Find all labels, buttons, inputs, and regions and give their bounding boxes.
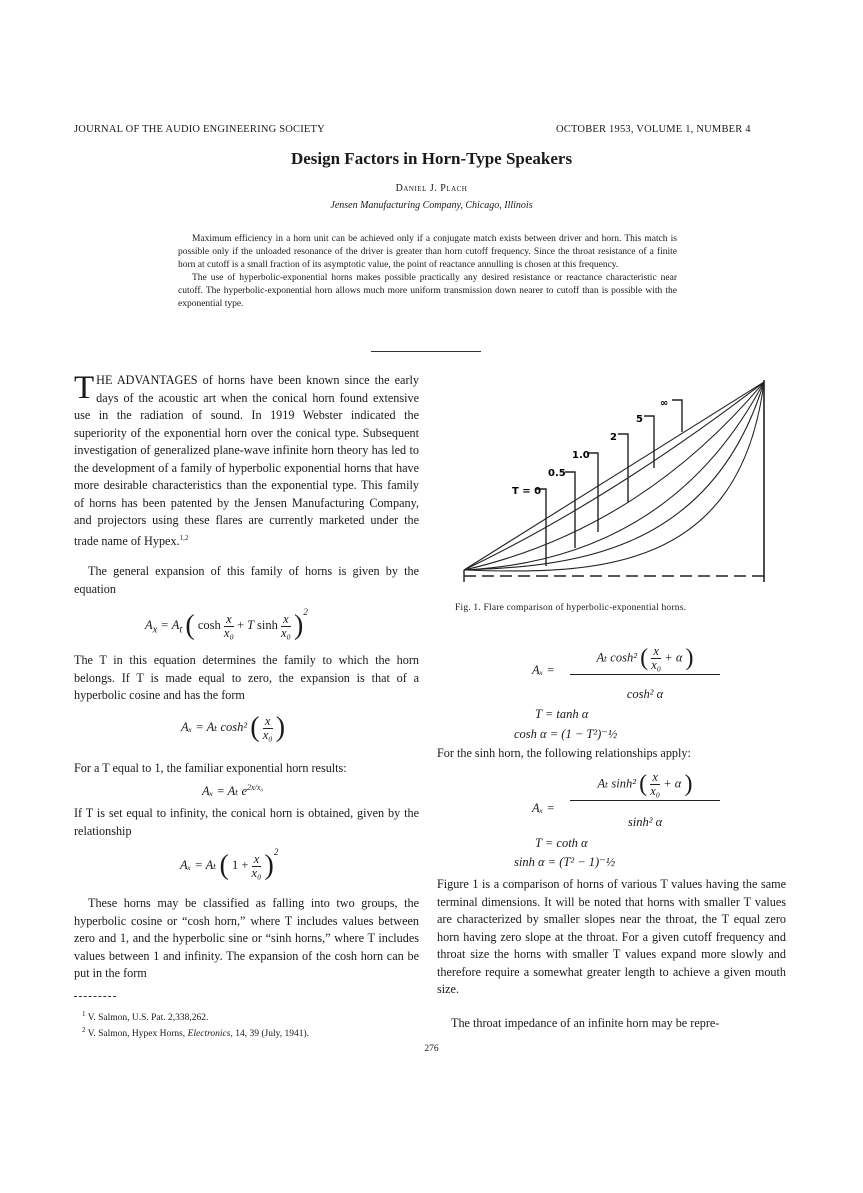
drop-cap: T [74, 370, 95, 406]
curve-inf [464, 382, 764, 570]
label-inf: ∞ [660, 398, 669, 409]
equation-exponential: Aₓ = Aₜ $e^{2x/x_0}$ [202, 783, 264, 799]
page-number: 276 [424, 1044, 439, 1054]
paragraph-classification: These horns may be classified as falling into two groups, the hyperbolic cosine or “cosh horn,” where T includes values between zero and 1, and the hyperbolic sine or “sinh horns,” where T includes values between 1 and infinity. The expansion of the cosh horn can be put in the form [74, 896, 419, 980]
equation-sinh-alpha: sinh α = (T² − 1)⁻½ [514, 855, 616, 869]
label-10: 1.0 [572, 450, 590, 461]
equation-cosh-alpha: cosh α = (1 − T²)⁻½ [514, 727, 618, 741]
label-T0: T = 0 [512, 486, 542, 497]
paragraph-exponential: For a T equal to 1, the familiar exponential horn results: [74, 761, 347, 775]
paragraph-figure-discussion: Figure 1 is a comparison of horns of various T values having the same terminal dimensions. It will be noted that horns with smaller T values are characterized by smaller slopes near the throat, the T equal zero horn having zero slope at the throat. For a given cutoff frequency and throat size the horns with smaller T values expand more slowly and therefore require a somewhat greater length to achieve a given mouth size. [437, 877, 786, 996]
label-05: 0.5 [548, 468, 566, 479]
paragraph-T-family: The T in this equation determines the family to which the horn belongs. If T is made equal to zero, the expansion is that of a hyperbolic cosine and has the form [74, 653, 419, 702]
footnote-1: $^1$ V. Salmon, U.S. Pat. 2,338,262. [82, 1010, 209, 1024]
abstract-paragraph-1: Maximum efficiency in a horn unit can be achieved only if a conjugate match exists between driver and horn. This match is possible only if the unloaded resonance of the driver is greater than horn cutoff frequency. Since the throat resistance of a finite horn at cutoff is a small fraction of its asymptotic value, the point of reactance annulling is chosen at this frequency. [178, 234, 677, 270]
footnote-2: $^2$ V. Salmon, Hypex Horns, Electronics, 14, 39 (July, 1941). [82, 1026, 310, 1040]
author-name: Daniel J. Plach [395, 183, 468, 194]
running-header-journal: JOURNAL OF THE AUDIO ENGINEERING SOCIETY [74, 124, 325, 135]
equation-sinh-T: T = coth α [535, 836, 588, 850]
paragraph-general-expansion: The general expansion of this family of horns is given by the equation [74, 564, 419, 596]
abstract-paragraph-2: The use of hyperbolic-exponential horns makes possible practically any desired resistance or reactance characteristic near cutoff. The hyperbolic-exponential horn allows much more uniform transmission down nearer to cutoff than is possible with the exponential type. [178, 273, 677, 309]
equation-conical: Aₓ = Aₜ ( 1 + $\frac{x}{\text{x₀}}$ )$^2$ [180, 847, 279, 882]
paragraph-sinh-intro: For the sinh horn, the following relationships apply: [437, 746, 691, 760]
author-affiliation: Jensen Manufacturing Company, Chicago, Illinois [330, 200, 533, 211]
footnote-rule [74, 996, 116, 997]
paragraph-throat-impedance: The throat impedance of an infinite horn may be repre- [451, 1016, 720, 1030]
footnote-ref: 1,2 [179, 533, 189, 542]
paper-title: Design Factors in Horn-Type Speakers [290, 149, 573, 168]
intro-paragraph [74, 372, 419, 550]
paragraph-conical: If T is set equal to infinity, the conical horn is obtained, given by the relationship [74, 806, 419, 838]
figure-caption: Fig. 1. Flare comparison of hyperbolic-exponential horns. [455, 603, 687, 613]
section-divider [371, 351, 481, 352]
equation-cosh-form: Aₓ = Aₜ cosh² ( $\frac{x}{\text{x₀}}$ ) [181, 712, 286, 743]
equation-cosh-T: T = tanh α [535, 707, 589, 721]
footnotes [82, 1008, 412, 1040]
label-2: 2 [610, 432, 617, 443]
equation-general: $A_x = A_t$ ( cosh $\frac{x}{\text{x₀}}$ + T sinh $\frac{x}{\text{x₀}}$ )$^2$ [145, 607, 308, 642]
label-5: 5 [636, 414, 643, 425]
running-header-issue: OCTOBER 1953, VOLUME 1, NUMBER 4 [556, 124, 751, 135]
intro-text: HE ADVANTAGES of horns have been known since the early days of the acoustic art when the conical horn found extensive use in the radiation of sound. In 1919 Webster indicated the superiority of the exponential horn over the conical type. Subsequent investigation of generalized plane-wave infinite horn theory has led to the development of a family of hyperbolic exponential horns that have more desirable characteristics than the exponential type. This family of horns has been patented by the Jensen Manufacturing Company, and projectors using these flares are currently marketed under the trade name of Hypex. [74, 373, 419, 548]
abstract [178, 233, 677, 311]
figure-flare-comparison [440, 370, 800, 590]
